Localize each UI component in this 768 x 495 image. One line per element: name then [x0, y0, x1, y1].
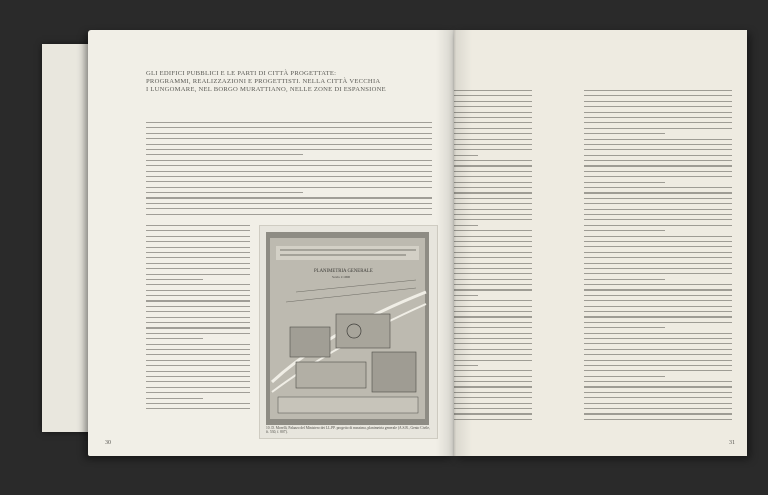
text-line [146, 268, 250, 269]
text-line [454, 365, 478, 366]
text-line [454, 122, 532, 123]
text-line [454, 284, 532, 285]
text-line [584, 295, 732, 296]
text-line [146, 398, 203, 399]
text-line [584, 187, 732, 188]
text-line [584, 219, 732, 220]
text-line [146, 376, 250, 377]
text-line [146, 371, 250, 372]
text-line [584, 106, 732, 107]
text-line [584, 230, 665, 231]
text-line [454, 112, 532, 113]
text-line [584, 327, 665, 328]
text-line [584, 273, 732, 274]
text-line [146, 241, 250, 242]
text-line [454, 263, 532, 264]
figure-caption: 10. D. Morelli, Palazzo del Ministero dei LL.PP. progetto di massima, planimetria generale (A.S.B., Genio Civile, ft. 530, f. 807). [266, 426, 430, 435]
text-line [146, 284, 250, 285]
text-line [146, 133, 432, 134]
text-line [146, 387, 250, 388]
text-line [146, 327, 250, 328]
text-line [146, 263, 250, 264]
text-line [146, 290, 250, 291]
text-line [454, 182, 532, 183]
text-line [584, 279, 665, 280]
site-plan-drawing [266, 232, 429, 425]
text-line [584, 300, 732, 301]
text-line [584, 397, 732, 398]
text-line [584, 413, 732, 414]
text-line [584, 133, 665, 134]
text-line [454, 241, 532, 242]
text-line [454, 139, 532, 140]
text-line [454, 95, 532, 96]
text-line [146, 138, 432, 139]
text-line [146, 236, 250, 237]
right-page [454, 30, 747, 456]
text-line [584, 354, 732, 355]
site-plan-photo [266, 232, 429, 425]
text-line [454, 155, 478, 156]
text-line [454, 273, 532, 274]
figure-planimetria [259, 225, 438, 439]
text-line [584, 360, 732, 361]
text-line [146, 257, 250, 258]
text-line [146, 252, 250, 253]
text-line [454, 392, 532, 393]
text-line [146, 122, 432, 123]
text-line [454, 144, 532, 145]
text-line [584, 128, 732, 129]
body-text-column-top [146, 122, 432, 219]
text-line [584, 139, 732, 140]
text-line [454, 214, 532, 215]
text-line [454, 165, 532, 166]
text-line [146, 214, 432, 215]
text-line [584, 95, 732, 96]
text-line [454, 279, 532, 280]
text-line [146, 192, 303, 193]
text-line [146, 344, 250, 345]
text-line [454, 171, 532, 172]
text-line [584, 112, 732, 113]
text-line [454, 187, 532, 188]
text-line [454, 133, 532, 134]
text-line [454, 252, 532, 253]
text-line [146, 354, 250, 355]
heading-line-3: I LUNGOMARE, NEL BORGO MURATTIANO, NELLE ZONE DI ESPANSIONE [146, 86, 386, 94]
text-line [584, 171, 732, 172]
text-line [584, 203, 732, 204]
text-line [454, 128, 532, 129]
text-line [454, 203, 532, 204]
text-line [146, 149, 432, 150]
text-line [584, 144, 732, 145]
text-line [454, 176, 532, 177]
text-line [454, 419, 532, 420]
text-line [454, 219, 532, 220]
text-line [146, 408, 250, 409]
body-text-column-2 [584, 90, 732, 424]
body-text-column-bottom [146, 225, 250, 414]
plan-title-text: PLANIMETRIA GENERALE [314, 269, 373, 274]
text-line [146, 306, 250, 307]
text-line [584, 268, 732, 269]
heading-line-1: GLI EDIFICI PUBBLICI E LE PARTI DI CITTÀ PROGETTATE: [146, 70, 337, 77]
text-line [146, 187, 432, 188]
text-line [454, 327, 532, 328]
text-line [146, 333, 250, 334]
text-line [584, 419, 732, 420]
text-line [146, 176, 432, 177]
text-line [454, 311, 532, 312]
text-line [146, 338, 203, 339]
text-line [584, 122, 732, 123]
text-line [454, 230, 532, 231]
body-text-column-1 [454, 90, 532, 424]
text-line [454, 397, 532, 398]
text-line [584, 333, 732, 334]
heading-line-2: PROGRAMMI, REALIZZAZIONI E PROGETTISTI. NELLA CITTÀ VECCHIA [146, 78, 381, 86]
text-line [454, 101, 532, 102]
text-line [454, 354, 532, 355]
left-page [88, 30, 454, 456]
text-line [146, 295, 250, 296]
text-line [584, 403, 732, 404]
text-line [146, 181, 432, 182]
text-line [454, 333, 532, 334]
text-line [454, 381, 532, 382]
page-number-left: 30 [105, 440, 111, 446]
text-line [454, 289, 532, 290]
text-line [146, 322, 250, 323]
text-line [584, 117, 732, 118]
text-line [146, 144, 432, 145]
text-line [454, 90, 532, 91]
text-line [584, 149, 732, 150]
text-line [584, 338, 732, 339]
text-line [146, 160, 432, 161]
text-line [146, 360, 250, 361]
text-line [454, 246, 532, 247]
text-line [454, 306, 532, 307]
text-line [146, 349, 250, 350]
text-line [584, 386, 732, 387]
text-line [584, 90, 732, 91]
text-line [584, 209, 732, 210]
text-line [584, 408, 732, 409]
text-line [584, 322, 732, 323]
text-line [146, 247, 250, 248]
open-book-spread [60, 30, 747, 456]
text-line [146, 171, 432, 172]
text-line [454, 236, 532, 237]
text-line [584, 176, 732, 177]
text-line [454, 160, 532, 161]
text-line [454, 198, 532, 199]
text-line [454, 106, 532, 107]
text-line [146, 203, 432, 204]
text-line [454, 316, 532, 317]
text-line [454, 300, 532, 301]
text-line [584, 241, 732, 242]
text-line [454, 117, 532, 118]
text-line [584, 370, 732, 371]
text-line [454, 408, 532, 409]
text-line [146, 365, 250, 366]
text-line [584, 192, 732, 193]
text-line [454, 322, 532, 323]
text-line [146, 403, 250, 404]
text-line [454, 268, 532, 269]
text-line [454, 360, 532, 361]
text-line [584, 289, 732, 290]
text-line [454, 413, 532, 414]
text-line [584, 225, 732, 226]
text-line [146, 392, 250, 393]
text-line [584, 214, 732, 215]
text-line [584, 257, 732, 258]
text-line [454, 403, 532, 404]
text-line [584, 365, 732, 366]
text-line [584, 284, 732, 285]
text-line [584, 306, 732, 307]
text-line [584, 392, 732, 393]
text-line [146, 300, 250, 301]
text-line [146, 127, 432, 128]
text-line [146, 225, 250, 226]
text-line [584, 343, 732, 344]
text-line [584, 160, 732, 161]
text-line [584, 246, 732, 247]
text-line [454, 192, 532, 193]
text-line [584, 101, 732, 102]
text-line [584, 198, 732, 199]
text-line [584, 263, 732, 264]
text-line [146, 154, 303, 155]
text-line [584, 182, 665, 183]
text-line [454, 343, 532, 344]
text-line [454, 257, 532, 258]
text-line [454, 225, 478, 226]
plan-subtitle-text: Scala 1:1000 [332, 275, 351, 279]
text-line [584, 252, 732, 253]
text-line [454, 376, 532, 377]
text-line [146, 197, 432, 198]
text-line [454, 370, 532, 371]
text-line [146, 230, 250, 231]
text-line [454, 338, 532, 339]
text-line [584, 155, 732, 156]
chapter-heading [146, 70, 406, 95]
text-line [146, 279, 203, 280]
text-line [584, 376, 665, 377]
text-line [146, 208, 432, 209]
text-line [146, 381, 250, 382]
text-line [454, 386, 532, 387]
text-line [584, 381, 732, 382]
text-line [584, 236, 732, 237]
text-line [146, 317, 250, 318]
text-line [146, 165, 432, 166]
text-line [454, 149, 532, 150]
text-line [146, 274, 250, 275]
text-line [454, 295, 478, 296]
text-line [584, 349, 732, 350]
text-line [454, 349, 532, 350]
text-line [454, 209, 532, 210]
text-line [146, 311, 250, 312]
text-line [584, 311, 732, 312]
page-number-right: 31 [729, 440, 735, 446]
text-line [584, 316, 732, 317]
text-line [584, 165, 732, 166]
